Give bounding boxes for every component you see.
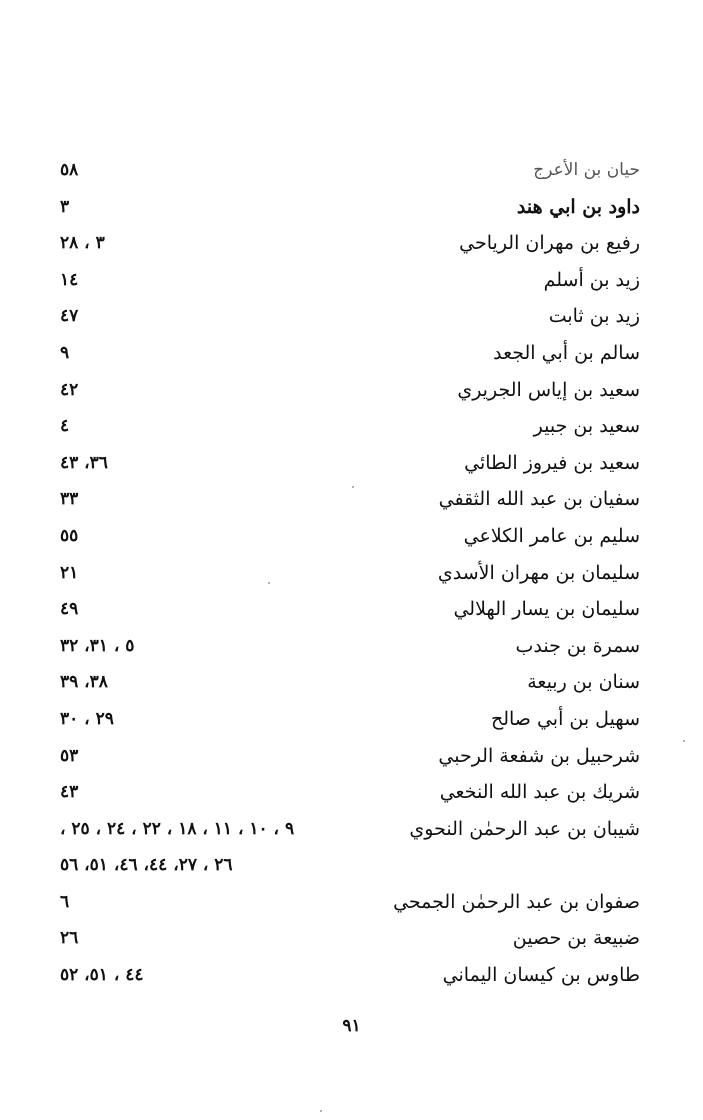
index-entry (60, 555, 640, 592)
entry-pages: ٥ ، ٣١، ٣٢ (60, 635, 135, 656)
entry-name: سنان بن ربيعة (527, 671, 640, 694)
index-entry (60, 408, 640, 445)
entry-pages: ٣ (60, 196, 70, 217)
index-entry (60, 152, 640, 189)
entry-pages: ٢٦ (60, 928, 79, 949)
entry-name: رفيع بن مهران الرياحي (459, 232, 640, 255)
page-number: ٩١ (342, 1016, 361, 1036)
entry-name: طاوس بن كيسان اليماني (442, 964, 640, 987)
entry-pages: ٥٣ (60, 745, 79, 766)
index-entry (60, 591, 640, 628)
entry-name: سفيان بن عبد الله الثقفي (438, 488, 640, 511)
index-entry (60, 189, 640, 226)
index-entry (60, 335, 640, 372)
entry-pages: ٥٨ (60, 160, 79, 180)
entry-name: زيد بن ثابت (548, 305, 640, 328)
index-entry (60, 738, 640, 775)
index-entry (60, 701, 640, 738)
index-entry (60, 225, 640, 262)
entry-name: حيان بن الأعرج (533, 160, 640, 180)
entry-pages: ٦ (60, 891, 70, 912)
entry-name: سعيد بن إياس الجريري (457, 378, 640, 401)
entry-pages: ٤٤ ، ٥١، ٥٢ (60, 965, 144, 986)
scan-speck (352, 486, 354, 488)
entry-name: سليمان بن يسار الهلالي (453, 598, 640, 621)
entry-pages-line: ٢٦ ، ٢٧، ٤٤، ٤٦، ٥١، ٥٦ (60, 855, 233, 876)
index-entry (60, 372, 640, 409)
entry-name: سليم بن عامر الكلاعي (463, 524, 640, 547)
index-entry (60, 957, 640, 994)
entry-pages: ١٤ (60, 269, 79, 290)
index-entry (60, 262, 640, 299)
entry-name: صفوان بن عبد الرحمٰن الجمحي (393, 890, 640, 913)
index-entry (60, 518, 640, 555)
index-entry (60, 298, 640, 335)
entry-pages: ٤٩ (60, 599, 79, 620)
entry-pages: ٥٥ (60, 525, 79, 546)
entry-name: شريك بن عبد الله النخعي (439, 781, 640, 804)
index-entry (60, 884, 640, 921)
entry-name: شيبان بن عبد الرحمٰن النحوي (409, 817, 640, 840)
entry-name: ضبيعة بن حصين (512, 927, 640, 950)
scan-speck (683, 740, 685, 742)
entry-name: سعيد بن جبير (533, 415, 640, 438)
entry-pages: ٣٨، ٣٩ (60, 672, 108, 693)
index-entry (60, 774, 640, 811)
scan-speck (268, 582, 270, 584)
entry-pages: ٢١ (60, 562, 79, 583)
entry-pages: ٩ (60, 342, 70, 363)
entry-pages-line: ٩ ، ١٠ ، ١١ ، ١٨ ، ٢٢ ، ٢٤ ، ٢٥ ، (60, 818, 295, 839)
index-entry (60, 445, 640, 482)
entry-name: سعيد بن فيروز الطائي (464, 451, 640, 474)
entry-name: داود بن ابي هند (516, 195, 640, 218)
entry-name: زيد بن أسلم (543, 268, 640, 291)
index-entry (60, 920, 640, 957)
entry-pages: ٣٣ (60, 489, 79, 510)
entry-name: شرحبيل بن شفعة الرحبي (438, 744, 640, 767)
entry-pages: ٤ (60, 416, 70, 437)
entry-pages: ٤٣ (60, 782, 79, 803)
entry-name: سمرة بن جندب (515, 634, 640, 657)
name-index-list (60, 152, 640, 994)
entry-pages: ٣٦، ٤٣ (60, 452, 108, 473)
entry-pages: ٢٩ ، ٣٠ (60, 708, 114, 729)
entry-pages: ٣ ، ٢٨ (60, 233, 105, 254)
index-entry (60, 628, 640, 665)
index-entry (60, 664, 640, 701)
scan-speck (320, 1110, 322, 1112)
entry-name: سهيل بن أبي صالح (490, 707, 640, 730)
index-entry (60, 481, 640, 518)
entry-name: سالم بن أبي الجعد (493, 341, 640, 364)
entry-pages (60, 811, 294, 884)
entry-pages: ٤٧ (60, 306, 79, 327)
index-entry (60, 811, 640, 884)
entry-pages: ٤٢ (60, 379, 79, 400)
entry-name: سليمان بن مهران الأسدي (437, 561, 640, 584)
